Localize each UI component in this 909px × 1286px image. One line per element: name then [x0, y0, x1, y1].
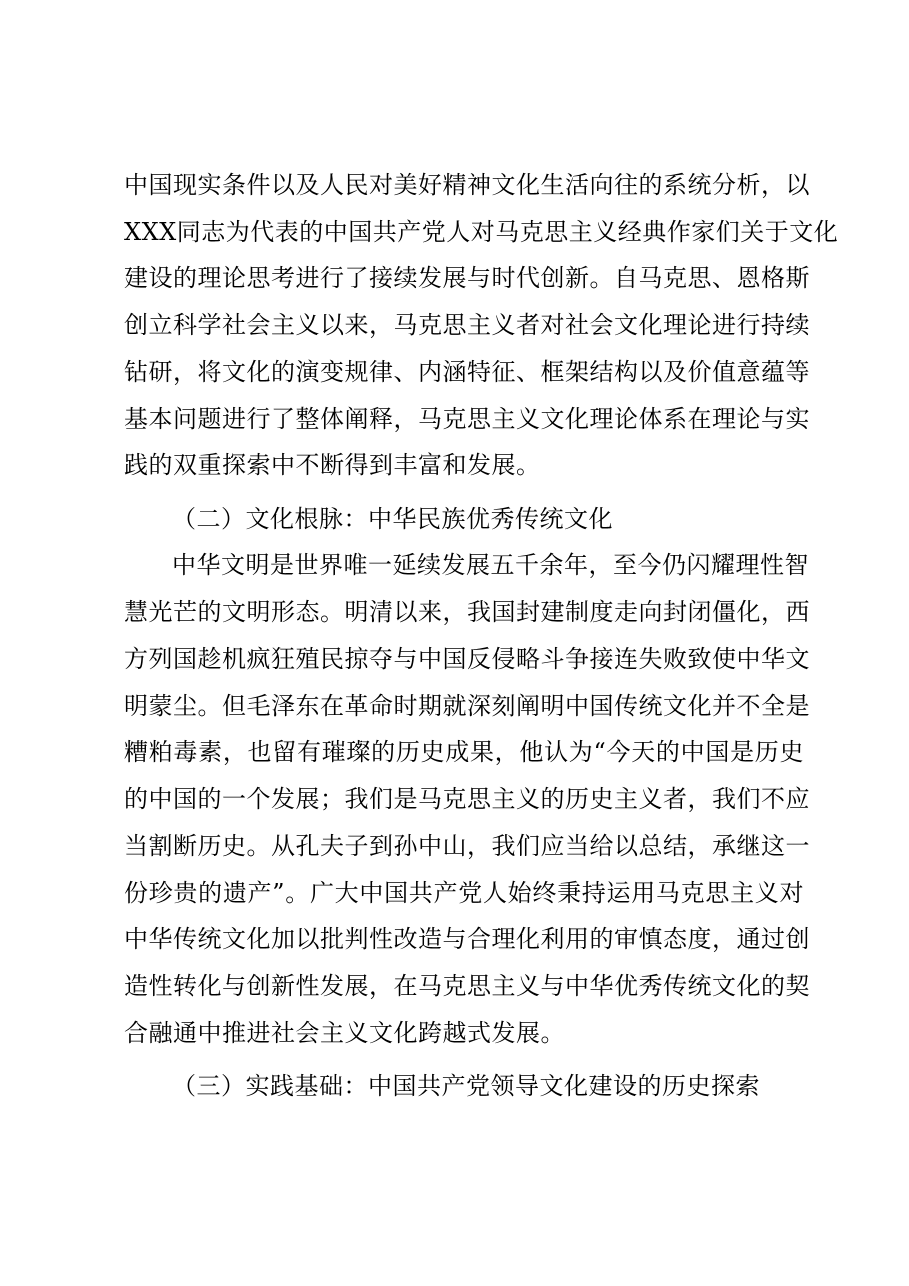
paragraph-line: 中国现实条件以及人民对美好精神文化生活向往的系统分析，以 — [124, 171, 810, 199]
section-heading-2: （二）文化根脉：中华民族优秀传统文化 — [172, 505, 613, 533]
paragraph-line: 基本问题进行了整体阐释，马克思主义文化理论体系在理论与实 — [124, 405, 810, 433]
paragraph-line: 中华传统文化加以批判性改造与合理化利用的审慎态度，通过创 — [124, 925, 810, 953]
paragraph-line: XXX同志为代表的中国共产党人对马克思主义经典作家们关于文化 — [124, 218, 839, 246]
paragraph-line: 造性转化与创新性发展，在马克思主义与中华优秀传统文化的契 — [124, 972, 810, 1000]
paragraph-line: 方列国趁机疯狂殖民掠夺与中国反侵略斗争接连失败致使中华文 — [124, 645, 810, 673]
paragraph-line: 明蒙尘。但毛泽东在革命时期就深刻阐明中国传统文化并不全是 — [124, 692, 810, 720]
paragraph-line: 践的双重探索中不断得到丰富和发展。 — [124, 451, 541, 479]
paragraph-line: 慧光芒的文明形态。明清以来，我国封建制度走向封闭僵化，西 — [124, 598, 810, 626]
paragraph-line: 创立科学社会主义以来，马克思主义者对社会文化理论进行持续 — [124, 311, 810, 339]
paragraph-line: 当割断历史。从孔夫子到孙中山，我们应当给以总结，承继这一 — [124, 832, 810, 860]
paragraph-line: 建设的理论思考进行了接续发展与时代创新。自马克思、恩格斯 — [124, 264, 810, 292]
section-heading-3: （三）实践基础：中国共产党领导文化建设的历史探索 — [172, 1072, 760, 1100]
paragraph-line: 份珍贵的遗产”。广大中国共产党人始终秉持运用马克思主义对 — [124, 879, 804, 907]
paragraph-line: 的中国的一个发展；我们是马克思主义的历史主义者，我们不应 — [124, 785, 810, 813]
paragraph-line: 合融通中推进社会主义文化跨越式发展。 — [124, 1019, 565, 1047]
paragraph-line: 钻研，将文化的演变规律、内涵特征、框架结构以及价值意蕴等 — [124, 358, 810, 386]
paragraph-line: 中华文明是世界唯一延续发展五千余年，至今仍闪耀理性智 — [172, 551, 809, 579]
paragraph-line: 糟粕毒素，也留有璀璨的历史成果，他认为“今天的中国是历史 — [124, 738, 804, 766]
